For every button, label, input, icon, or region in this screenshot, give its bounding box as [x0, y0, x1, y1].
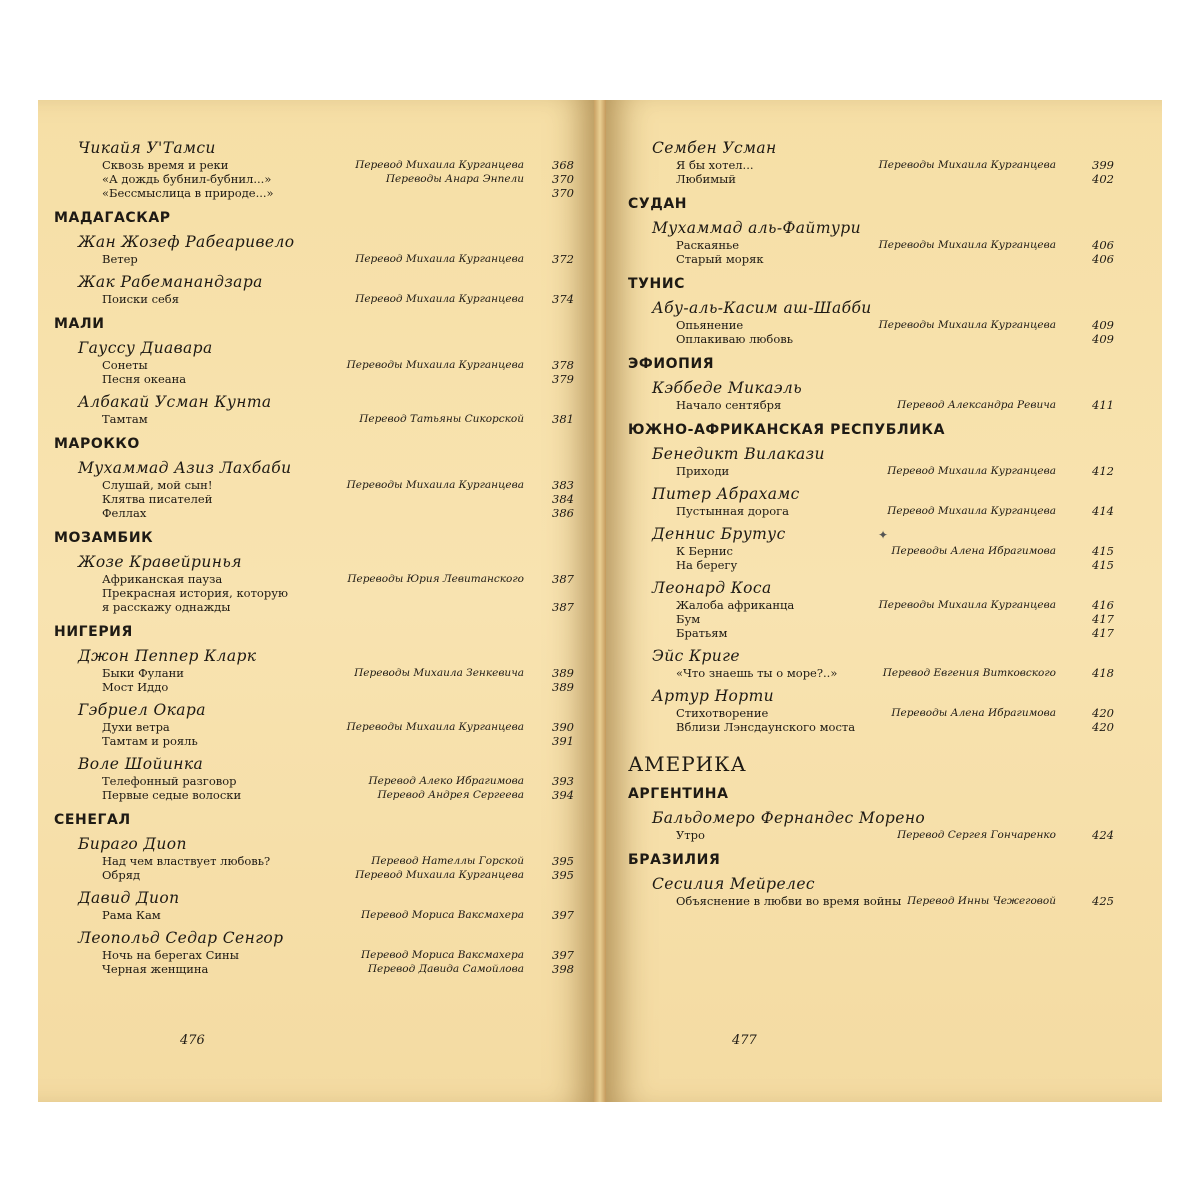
page-reference: 414: [1092, 504, 1114, 518]
translator-credit: Переводы Алена Ибрагимова: [891, 545, 1056, 557]
author-name: Жозе Кравейринья: [78, 553, 242, 571]
author-entry: [54, 234, 584, 266]
poem-row: [54, 734, 584, 748]
country-heading: ТУНИС: [628, 276, 686, 292]
poem-row: [54, 586, 584, 600]
author-name: Деннис Брутус: [652, 525, 786, 543]
poem-title: Тамтам и рояль: [102, 734, 198, 748]
page-reference: 386: [552, 506, 574, 520]
poem-title: «Бессмыслица в природе...»: [102, 186, 274, 200]
translator-credit: Переводы Михаила Курганцева: [878, 319, 1056, 331]
page-reference: 387: [552, 572, 574, 586]
poem-title: Ветер: [102, 252, 138, 266]
poem-row: [54, 962, 584, 976]
country-heading: СУДАН: [628, 196, 688, 212]
poem-title: Утро: [676, 828, 705, 842]
page-reference: 397: [552, 948, 574, 962]
poem-row: [54, 506, 584, 520]
author-name: Воле Шойинка: [78, 755, 204, 773]
translator-credit: Перевод Евгения Витковского: [882, 667, 1056, 679]
translator-credit: Перевод Михаила Курганцева: [355, 253, 524, 265]
author-name: Жан Жозеф Рабеаривело: [78, 233, 295, 251]
page-reference: 402: [1092, 172, 1114, 186]
poem-row: [54, 358, 584, 372]
poem-row: [54, 720, 584, 734]
poem-title: Слушай, мой сын!: [102, 478, 213, 492]
poem-title: Черная женщина: [102, 962, 209, 976]
translator-credit: Перевод Александра Ревича: [897, 399, 1056, 411]
poem-title: Песня океана: [102, 372, 187, 386]
poem-row: [628, 318, 1148, 332]
author-entry: [628, 300, 1148, 346]
page-reference: 389: [552, 666, 574, 680]
author-entry: [628, 380, 1148, 412]
poem-row: [628, 332, 1148, 346]
translator-credit: Переводы Михаила Курганцева: [878, 159, 1056, 171]
page-reference: 397: [552, 908, 574, 922]
page-reference: 420: [1092, 706, 1114, 720]
translator-credit: Переводы Михаила Курганцева: [346, 359, 524, 371]
author-name: Бираго Диоп: [78, 835, 187, 853]
page-reference: 387: [552, 600, 574, 614]
page-reference: 379: [552, 372, 574, 386]
poem-row: [628, 238, 1148, 252]
translator-credit: Перевод Андрея Сергеева: [377, 789, 524, 801]
page-reference: 395: [552, 854, 574, 868]
author-name: Мухаммад аль-Файтури: [652, 219, 862, 237]
author-name: Гауссу Диавара: [78, 339, 213, 357]
poem-title: Сонеты: [102, 358, 148, 372]
poem-row: [628, 172, 1148, 186]
right-page: [606, 100, 1162, 1102]
country-heading: ЮЖНО-АФРИКАНСКАЯ РЕСПУБЛИКА: [628, 422, 946, 438]
poem-title: Братьям: [676, 626, 728, 640]
poem-title: Первые седые волоски: [102, 788, 242, 802]
translator-credit: Переводы Анара Энпели: [385, 173, 524, 185]
author-name: Леопольд Седар Сенгор: [78, 929, 284, 947]
page-reference: 417: [1092, 612, 1114, 626]
left-contents: [54, 140, 584, 984]
author-entry: [54, 274, 584, 306]
author-entry: [628, 486, 1148, 518]
author-name: Мухаммад Азиз Лахбаби: [78, 459, 292, 477]
author-entry: [54, 394, 584, 426]
country-heading: МАДАГАСКАР: [54, 210, 171, 226]
author-entry: [628, 688, 1148, 734]
poem-title: Жалоба африканца: [676, 598, 795, 612]
page-reference: 384: [552, 492, 574, 506]
page-reference: 391: [552, 734, 574, 748]
right-page-number: 477: [732, 1033, 757, 1048]
poem-title: Поиски себя: [102, 292, 179, 306]
translator-credit: Перевод Михаила Курганцева: [355, 293, 524, 305]
page-reference: 411: [1092, 398, 1114, 412]
author-name: Бенедикт Вилакази: [652, 445, 825, 463]
page-reference: 418: [1092, 666, 1114, 680]
author-name: Джон Пеппер Кларк: [78, 647, 257, 665]
poem-row: [628, 666, 1148, 680]
poem-row: [54, 412, 584, 426]
page-reference: 416: [1092, 598, 1114, 612]
page-reference: 370: [552, 186, 574, 200]
author-entry: [54, 930, 584, 976]
translator-credit: Перевод Мориса Ваксмахера: [361, 949, 524, 961]
poem-row: [628, 464, 1148, 478]
poem-title: Феллах: [102, 506, 147, 520]
poem-title: Быки Фулани: [102, 666, 184, 680]
author-entry: [628, 648, 1148, 680]
poem-row: [54, 788, 584, 802]
left-page: [38, 100, 594, 1102]
country-heading: БРАЗИЛИЯ: [628, 852, 721, 868]
poem-title: Ночь на берегах Сины: [102, 948, 239, 962]
poem-row: [54, 478, 584, 492]
poem-title: Старый моряк: [676, 252, 764, 266]
poem-row: [628, 706, 1148, 720]
poem-title: Над чем властвует любовь?: [102, 854, 271, 868]
poem-title: «А дождь бубнил-бубнил...»: [102, 172, 272, 186]
author-entry: [628, 580, 1148, 640]
poem-title: Прекрасная история, которую: [102, 586, 288, 600]
author-entry: [54, 648, 584, 694]
page-reference: 398: [552, 962, 574, 976]
translator-credit: Переводы Алена Ибрагимова: [891, 707, 1056, 719]
author-entry: [54, 702, 584, 748]
author-entry: [54, 340, 584, 386]
country-heading: АМЕРИКА: [628, 752, 747, 776]
book-gutter: [594, 100, 606, 1102]
poem-row: [54, 158, 584, 172]
poem-title: Рама Кам: [102, 908, 161, 922]
poem-title: Пустынная дорога: [676, 504, 790, 518]
author-name: Албакай Усман Кунта: [78, 393, 272, 411]
poem-row: [54, 186, 584, 200]
author-entry: [628, 220, 1148, 266]
author-name: Леонард Коса: [652, 579, 772, 597]
page-reference: 395: [552, 868, 574, 882]
page-reference: 370: [552, 172, 574, 186]
poem-title: Я бы хотел...: [676, 158, 754, 172]
poem-title: Начало сентября: [676, 398, 782, 412]
poem-row: [628, 720, 1148, 734]
translator-credit: Переводы Михаила Зенкевича: [354, 667, 524, 679]
poem-row: [628, 894, 1148, 908]
author-name: Артур Норти: [652, 687, 775, 705]
poem-title: Тамтам: [102, 412, 148, 426]
country-heading: ЭФИОПИЯ: [628, 356, 715, 372]
poem-row: [628, 504, 1148, 518]
page-reference: 381: [552, 412, 574, 426]
poem-row: [628, 626, 1148, 640]
page-reference: 399: [1092, 158, 1114, 172]
page-reference: 415: [1092, 544, 1114, 558]
page-reference: 409: [1092, 318, 1114, 332]
author-entry: [54, 756, 584, 802]
author-name: Бальдомеро Фернандес Морено: [652, 809, 926, 827]
author-name: Сембен Усман: [652, 139, 777, 157]
poem-row: [628, 612, 1148, 626]
page-reference: 417: [1092, 626, 1114, 640]
translator-credit: Перевод Татьяны Сикорской: [359, 413, 524, 425]
author-name: Сесилия Мейрелес: [652, 875, 815, 893]
translator-credit: Перевод Давида Самойлова: [367, 963, 524, 975]
country-heading: СЕНЕГАЛ: [54, 812, 131, 828]
country-heading: МАРОККО: [54, 436, 140, 452]
page-reference: 383: [552, 478, 574, 492]
author-entry: [54, 554, 584, 614]
translator-credit: Переводы Михаила Курганцева: [346, 479, 524, 491]
author-entry: [54, 890, 584, 922]
poem-row: [628, 558, 1148, 572]
poem-row: [54, 172, 584, 186]
page-reference: 378: [552, 358, 574, 372]
poem-title: я расскажу однажды: [102, 600, 231, 614]
country-heading: АРГЕНТИНА: [628, 786, 729, 802]
poem-row: [628, 398, 1148, 412]
country-heading: МАЛИ: [54, 316, 105, 332]
page-reference: 409: [1092, 332, 1114, 346]
page-reference: 389: [552, 680, 574, 694]
poem-row: [54, 854, 584, 868]
translator-credit: Перевод Нателлы Горской: [371, 855, 524, 867]
poem-row: [54, 292, 584, 306]
poem-title: Вблизи Лэнсдаунского моста: [676, 720, 856, 734]
poem-row: [54, 252, 584, 266]
poem-row: [54, 868, 584, 882]
page-reference: 368: [552, 158, 574, 172]
poem-row: [628, 252, 1148, 266]
poem-row: [54, 572, 584, 586]
page-reference: 374: [552, 292, 574, 306]
poem-row: [54, 666, 584, 680]
poem-row: [628, 158, 1148, 172]
author-entry: [54, 140, 584, 200]
country-heading: МОЗАМБИК: [54, 530, 154, 546]
translator-credit: Переводы Михаила Курганцева: [346, 721, 524, 733]
poem-title: Любимый: [676, 172, 736, 186]
page-reference: 406: [1092, 238, 1114, 252]
translator-credit: Переводы Юрия Левитанского: [347, 573, 524, 585]
poem-title: Опьянение: [676, 318, 744, 332]
poem-title: Объяснение в любви во время войны: [676, 894, 902, 908]
poem-title: Оплакиваю любовь: [676, 332, 794, 346]
poem-title: Сквозь время и реки: [102, 158, 229, 172]
translator-credit: Перевод Мориса Ваксмахера: [361, 909, 524, 921]
author-name: Чикайя У'Тамси: [78, 139, 216, 157]
left-page-number: 476: [180, 1033, 205, 1048]
page-reference: 425: [1092, 894, 1114, 908]
poem-title: Телефонный разговор: [102, 774, 237, 788]
poem-title: Стихотворение: [676, 706, 769, 720]
poem-title: На берегу: [676, 558, 738, 572]
page-reference: 372: [552, 252, 574, 266]
poem-row: [628, 544, 1148, 558]
poem-row: [54, 948, 584, 962]
author-entry: [628, 876, 1148, 908]
poem-title: Бум: [676, 612, 701, 626]
page-reference: 415: [1092, 558, 1114, 572]
poem-title: Обряд: [102, 868, 141, 882]
author-name: Питер Абрахамс: [652, 485, 800, 503]
poem-row: [54, 680, 584, 694]
translator-credit: Перевод Инны Чежеговой: [907, 895, 1056, 907]
poem-title: «Что знаешь ты о море?..»: [676, 666, 838, 680]
author-name: Абу-аль-Касим аш-Шабби: [652, 299, 872, 317]
poem-title: Мост Иддо: [102, 680, 169, 694]
translator-credit: Переводы Михаила Курганцева: [878, 599, 1056, 611]
ink-mark: ✦: [878, 528, 889, 542]
author-name: Гэбриел Окара: [78, 701, 206, 719]
country-heading: НИГЕРИЯ: [54, 624, 133, 640]
book-spread: [38, 100, 1162, 1102]
poem-row: [54, 492, 584, 506]
author-entry: [54, 836, 584, 882]
poem-row: [54, 372, 584, 386]
page-reference: 412: [1092, 464, 1114, 478]
author-entry: [628, 446, 1148, 478]
poem-title: К Бернис: [676, 544, 733, 558]
author-name: Эйс Криге: [652, 647, 740, 665]
poem-row: [54, 600, 584, 614]
page-reference: 424: [1092, 828, 1114, 842]
poem-row: [54, 774, 584, 788]
page-reference: 390: [552, 720, 574, 734]
author-name: Кэббеде Микаэль: [652, 379, 803, 397]
author-entry: [628, 810, 1148, 842]
translator-credit: Перевод Алеко Ибрагимова: [368, 775, 524, 787]
poem-row: [628, 828, 1148, 842]
author-name: Давид Диоп: [78, 889, 180, 907]
poem-row: [628, 598, 1148, 612]
author-entry: [54, 460, 584, 520]
translator-credit: Переводы Михаила Курганцева: [878, 239, 1056, 251]
poem-title: Приходи: [676, 464, 730, 478]
page-reference: 406: [1092, 252, 1114, 266]
translator-credit: Перевод Михаила Курганцева: [887, 465, 1056, 477]
page-reference: 393: [552, 774, 574, 788]
poem-title: Раскаянье: [676, 238, 740, 252]
translator-credit: Перевод Михаила Курганцева: [355, 869, 524, 881]
poem-row: [54, 908, 584, 922]
translator-credit: Перевод Михаила Курганцева: [355, 159, 524, 171]
author-name: Жак Рабеманандзара: [78, 273, 263, 291]
poem-title: Африканская пауза: [102, 572, 223, 586]
translator-credit: Перевод Сергея Гончаренко: [897, 829, 1056, 841]
author-entry: [628, 140, 1148, 186]
page-reference: 420: [1092, 720, 1114, 734]
poem-title: Клятва писателей: [102, 492, 213, 506]
translator-credit: Перевод Михаила Курганцева: [887, 505, 1056, 517]
poem-title: Духи ветра: [102, 720, 170, 734]
page-reference: 394: [552, 788, 574, 802]
